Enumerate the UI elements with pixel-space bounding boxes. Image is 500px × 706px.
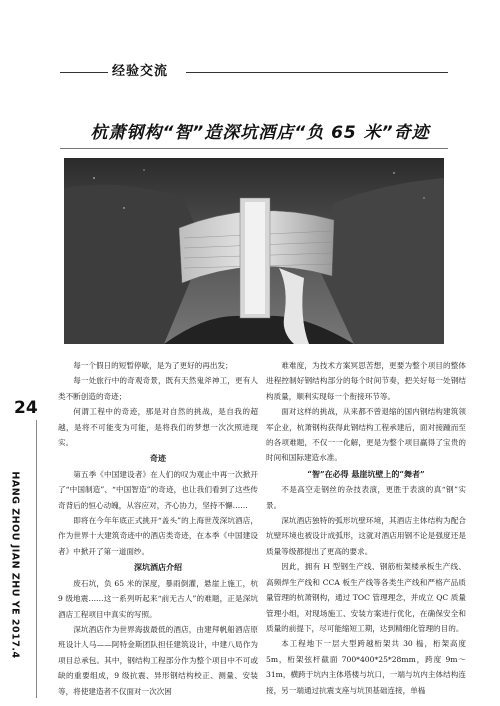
title-underline (60, 148, 448, 149)
article-title: 杭萧钢构“智”造深坑酒店“负 65 米”奇迹 (90, 123, 430, 143)
paragraph: 本工程地下一层大型跨越桁架共 30 榀，桁架高度 5m，桁架弦杆截面 700*400*25*28mm，跨度 9m～31m，横跨于坑内主体塔楼与坑口，一端与坑内主体结构连接，另一端通过抗震支座与坑顶基础连接，单榀 (266, 639, 466, 695)
paragraph: 深坑酒店独特的弧形坑壁环境，其酒店主体结构为配合坑壁环境也被设计成弧形，这就对酒店用钢不论是强度还是质量等级都提出了更高的要求。 (266, 516, 466, 556)
paragraph: 第五季《中国建设者》在人们的叹为观止中再一次掀开了“中国制造”、“中国智造”的奇迹，也让我们看到了这些传奇背后的恒心动魄，从容应对，齐心协力，坚持不懈…… (58, 469, 258, 510)
paragraph: 难难度，为技术方案冥思苦想，更要为整个项目的整体进程控制好钢结构部分的每个时间节奏，把关好每一处钢结构质量，顺利实现每一个衔接环节等。 (266, 361, 466, 401)
paragraph: 因此，拥有 H 型钢生产线、钢筋桁架楼承板生产线、高频焊生产线和 CCA 板生产线等各类生产线和严格产品质量管理的杭萧钢构，通过 TOC 管理理念，并成立 QC 质量管理小组，对现场施工、安装方案进行优化，在确保安全和质量的前提下，尽可能缩短工期，达到精细化管理的目的。 (266, 562, 466, 633)
paragraph: 何谓工程中的奇迹，那是对自然的挑战，是自我的超越，是将不可能变为可能，是将我们的梦想一次次照进现实。 (58, 407, 258, 448)
paragraph: 每一个假日的短暂停歇，是为了更好的再出发； (73, 361, 233, 370)
paragraph: 每一处旅行中的奇观奇景，既有天然鬼斧神工，更有人类不断创造的奇迹； (58, 376, 258, 401)
subheading: “智”在必得 悬崖坑壁上的“舞者” (307, 468, 425, 479)
paragraph: 废石坑，负 65 米的深度，暴雨倒灌，悬崖上施工，杭 9 级地震……这一系列听起来“前无古人”的难题，正是深坑酒店工程项目中真实的写照。 (58, 578, 258, 619)
paragraph: 面对这样的挑战，从来都不曾退缩的国内钢结构建筑领军企业，杭萧钢构获得此钢结构工程承建后，面对接踵而至的各项难题，不仅一一化解，更是为整个项目赢得了宝贵的时间和国际建造水准。 (266, 407, 466, 463)
header-rule-right (186, 72, 448, 73)
paragraph: 不是高空走钢丝的杂技表演，更胜于表演的真“钢”实景。 (266, 485, 466, 510)
journal-side-text: HANG ZHOU JIAN ZHU YE 2017.4 (9, 471, 21, 659)
paragraph: 即将在今年年底正式挑开“盖头”的上海世茂深坑酒店，作为世界十大建筑奇迹中的酒店类奇迹，在本季《中国建设者》中掀开了第一道面纱。 (58, 516, 258, 556)
section-title: 经验交流 (112, 64, 169, 79)
header-rule-left (60, 72, 108, 73)
hotel-in-quarry-photo (64, 158, 444, 344)
subheading: 深坑酒店介绍 (134, 562, 182, 573)
journal-side-label (2, 430, 28, 700)
left-column (58, 358, 258, 699)
page-number: 24 (14, 398, 38, 418)
paragraph: 深坑酒店作为世界海拔最低的酒店，由建拜帆船酒店原班设计人马——阿特金斯团队担任建筑设计，中建八局作为项目总承包。其中，钢结构工程部分作为整个项目中不可或缺的重要组成，9 级抗震、异形钢结构校正、测量、安装等，将使建造者不仅面对一次次困 (58, 624, 258, 696)
subheading: 奇迹 (150, 453, 166, 464)
side-rule (36, 420, 37, 698)
right-column (266, 358, 466, 698)
